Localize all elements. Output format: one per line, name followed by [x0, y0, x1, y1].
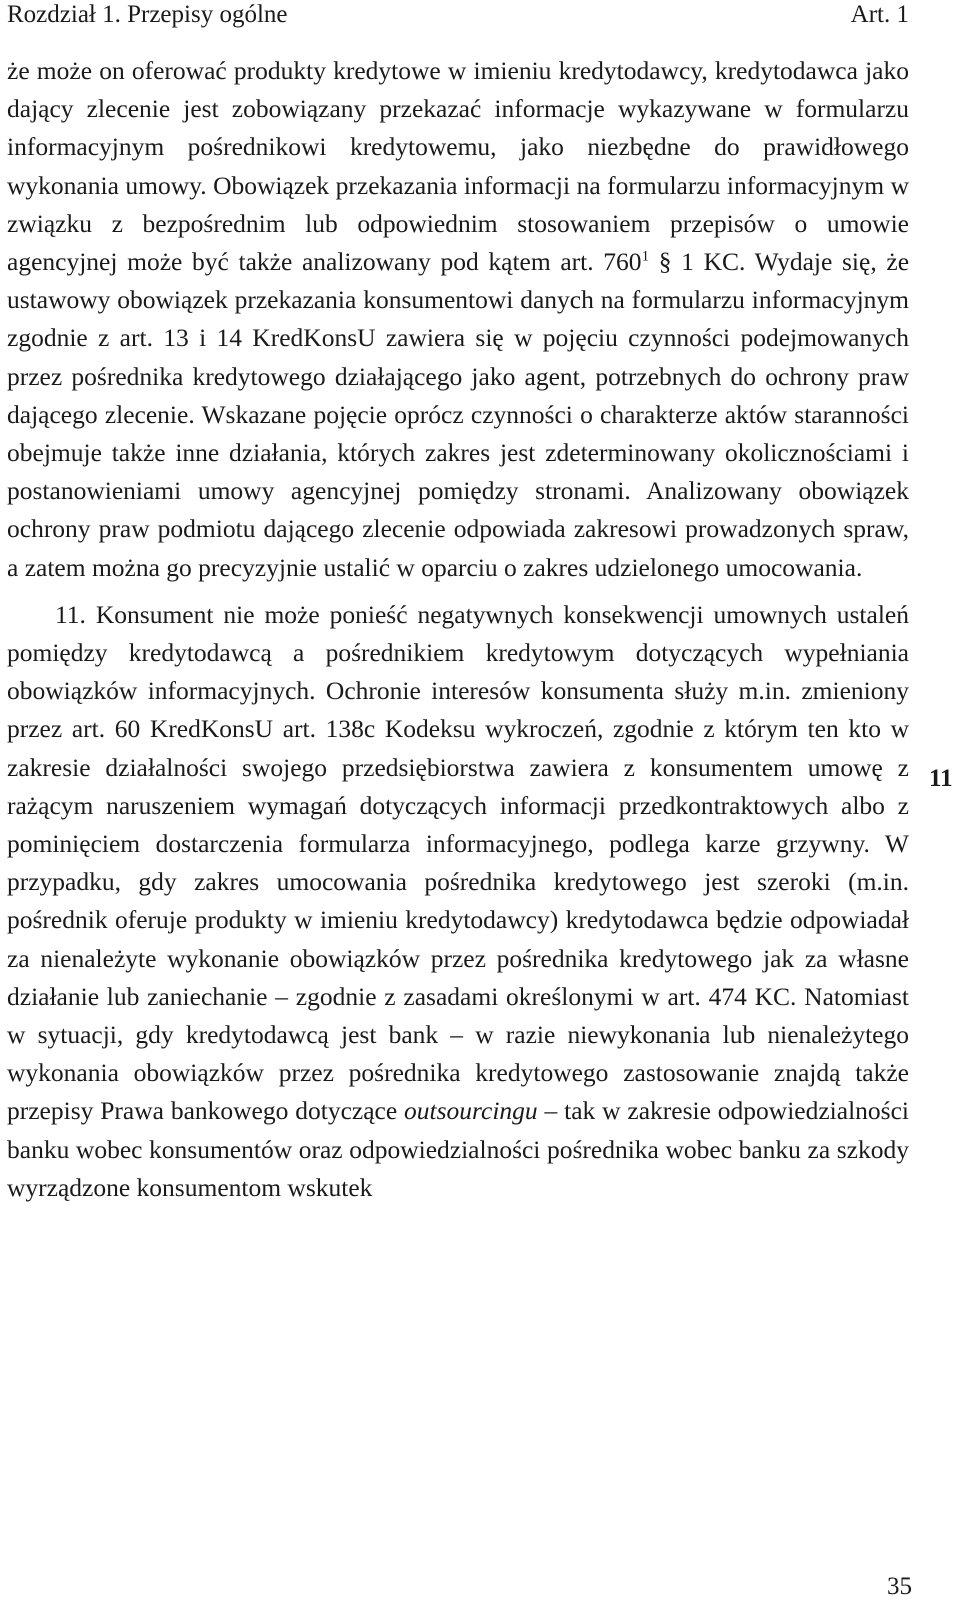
italic-term: outsourcingu — [404, 1096, 538, 1126]
body-text — [7, 52, 909, 1207]
article-label: Art. 1 — [850, 1, 909, 28]
paragraph-text: że może on oferować produkty kredytowe w imieniu kredytodawcy, kredytodawca jako dający zlecenie jest zobowiązany przekazać informacje wykazywane w formularzu informacyjnym pośrednikowi kredytowemu, jako niezbędne do prawidłowego wykonania umowy. Obowiązek przekazania informacji na formularzu informacyjnym w związku z bezpośrednim lub odpowiednim stosowaniem przepisów o umowie agencyjnej może być także analizowany pod kątem art. 760 — [7, 56, 909, 277]
paragraph-11 — [7, 596, 909, 1207]
paragraph-text: § 1 KC. Wydaje się, że ustawowy obowiązek przekazania konsumentowi danych na formularzu informacyjnym zgodnie z art. 13 i 14 KredKonsU zawiera się w pojęciu czynności podejmowanych przez pośrednika kredytowego działającego jako agent, potrzebnych do ochrony praw dającego zlecenie. Wskazane pojęcie oprócz czynności o charakterze aktów staranności obejmuje także inne działania, których zakres jest zdeterminowany okolicznościami i postanowieniami umowy agencyjnej pomiędzy stronami. Analizowany obowiązek ochrony praw podmiotu dającego zlecenie odpowiada zakresowi prowadzonych spraw, a zatem można go precyzyjnie ustalić w oparciu o zakres udzielonego umocowania. — [7, 247, 910, 582]
running-header — [7, 0, 909, 34]
superscript: 1 — [641, 248, 650, 265]
paragraph-continuation — [7, 52, 909, 587]
paragraph-text: – tak w zakresie odpowiedzialności banku wobec konsumentów oraz odpowiedzialności pośrednika wobec banku za szkody wyrządzone konsumentom wskutek — [7, 1096, 910, 1202]
chapter-title: Rozdział 1. Przepisy ogólne — [7, 1, 288, 28]
page-number: 35 — [887, 1573, 912, 1600]
margin-number: 11 — [929, 765, 953, 792]
paragraph-text: 11. Konsument nie może ponieść negatywnych konsekwencji umownych ustaleń pomiędzy kredytodawcą a pośrednikiem kredytowym dotyczących wypełniania obowiązków informacyjnych. Ochronie interesów konsumenta służy m.in. zmieniony przez art. 60 KredKonsU art. 138c Kodeksu wykroczeń, zgodnie z którym ten kto w zakresie działalności swojego przedsiębiorstwa zawiera z konsumentem umowę z rażącym naruszeniem wymagań dotyczących informacji przedkontraktowych albo z pominięciem dostarczenia formularza informacyjnego, podlega karze grzywny. W przypadku, gdy zakres umocowania pośrednika kredytowego jest szeroki (m.in. pośrednik oferuje produkty w imieniu kredytodawcy) kredytodawca będzie odpowiadał za nienależyte wykonanie obowiązków przez pośrednika kredytowego jak za własne działanie lub zaniechanie – zgodnie z zasadami określonymi w art. 474 KC. Natomiast w sytuacji, gdy kredytodawcą jest bank – w razie niewykonania lub nienależytego wykonania obowiązków przez pośrednika kredytowego zastosowanie znajdą także przepisy Prawa bankowego dotyczące — [7, 599, 909, 1126]
